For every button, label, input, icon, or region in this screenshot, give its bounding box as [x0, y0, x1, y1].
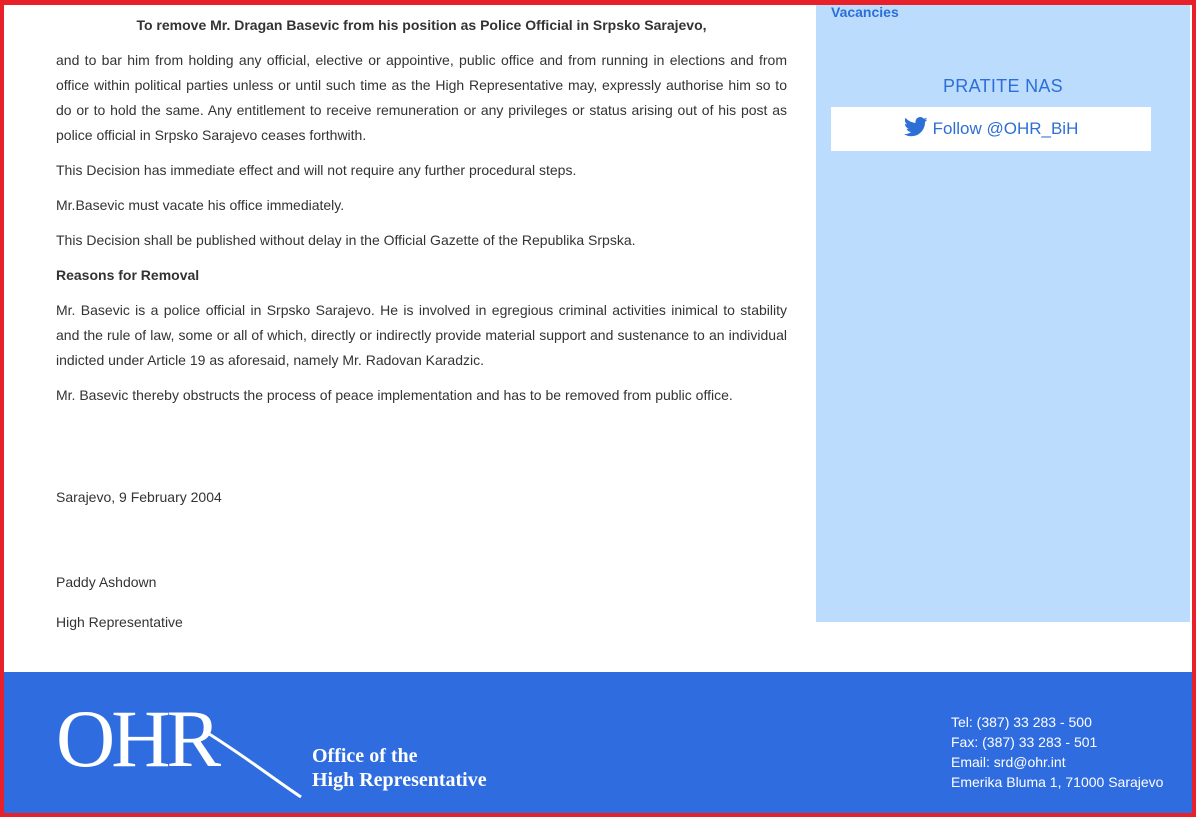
logo-swoosh-icon [56, 702, 316, 802]
logo-high-rep-line: High Representative [312, 769, 487, 791]
reasons-paragraph-1: Mr. Basevic is a police official in Srpsko Sarajevo. He is involved in egregious criminal activities inimical to stability and the rule of law, some or all of which, directly or indirectly provide material support and sustenance to an individual indicted under Article 19 as aforesaid, namely Mr. Radovan Karadzic. [56, 302, 787, 368]
twitter-follow-label: Follow @OHR_BiH [932, 119, 1079, 138]
contact-fax: Fax: (387) 33 283 - 501 [951, 734, 1098, 750]
spacer [56, 525, 787, 570]
signatory-title: High Representative [56, 614, 183, 630]
contact-email[interactable]: Email: srd@ohr.int [951, 754, 1066, 770]
article-paragraph-2: This Decision has immediate effect and will not require any further procedural steps. [56, 162, 577, 178]
ohr-logo[interactable] [56, 693, 536, 802]
logo-ohr-letters: OHR [56, 693, 218, 784]
article-paragraph-4: This Decision shall be published without delay in the Official Gazette of the Republika Srpska. [56, 232, 636, 248]
signatory-name: Paddy Ashdown [56, 574, 157, 590]
twitter-follow-button[interactable] [831, 107, 1151, 151]
decision-heading: To remove Mr. Dragan Basevic from his position as Police Official in Srpsko Sarajevo, [136, 17, 707, 33]
contact-info [951, 712, 1163, 792]
sidebar [816, 5, 1190, 622]
follow-us-title: PRATITE NAS [943, 76, 1063, 96]
reasons-title: Reasons for Removal [56, 267, 200, 283]
vacancies-link[interactable]: Vacancies [831, 4, 899, 20]
article-paragraph-3: Mr.Basevic must vacate his office immediately. [56, 197, 345, 213]
reasons-paragraph-2: Mr. Basevic thereby obstructs the process of peace implementation and has to be removed from public office. [56, 387, 733, 403]
spacer [56, 418, 787, 485]
decision-article [56, 13, 787, 650]
place-date: Sarajevo, 9 February 2004 [56, 489, 222, 505]
contact-address: Emerika Bluma 1, 71000 Sarajevo [951, 774, 1164, 790]
logo-office-line: Office of the [312, 745, 418, 767]
twitter-bird-icon [904, 117, 928, 137]
article-paragraph-1: and to bar him from holding any official, elective or appointive, public office and from running in elections and from office within political parties unless or until such time as the High Representative may, expressly authorise him so to do or to hold the same. Any entitlement to receive remuneration or any privileges or status arising out of his post as police official in Srpsko Sarajevo ceases forthwith. [56, 52, 787, 143]
contact-tel: Tel: (387) 33 283 - 500 [951, 714, 1092, 730]
footer [4, 672, 1192, 817]
